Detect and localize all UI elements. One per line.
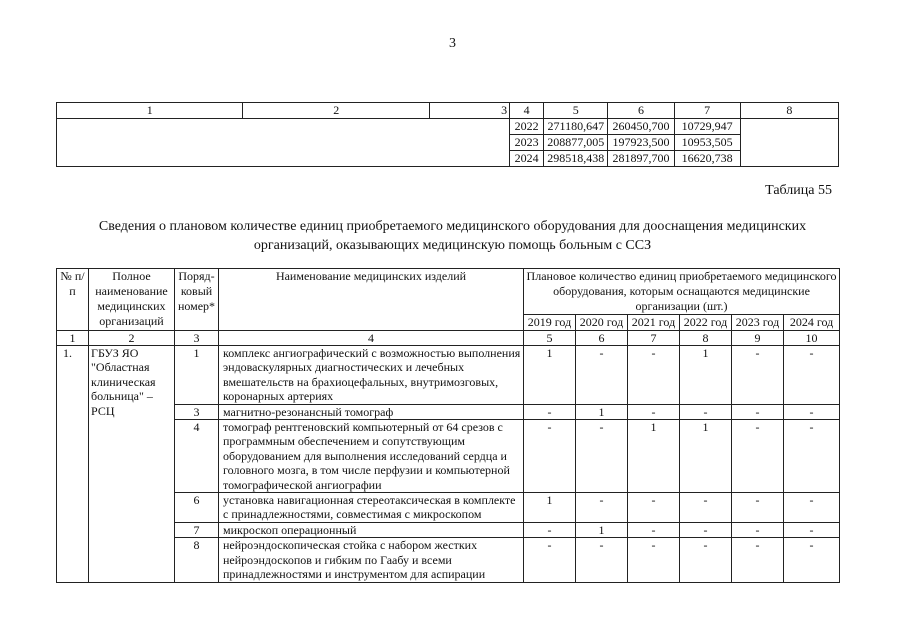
quantity-cell: - [628,346,680,405]
org-number: 1. [57,346,89,583]
value-cell: 260450,700 [608,119,674,135]
col-header: 7 [674,103,740,119]
value-cell: 271180,647 [544,119,608,135]
quantity-cell: - [628,538,680,582]
header-year: 2023 год [732,315,784,331]
table-row [57,522,840,537]
table-row [57,420,840,493]
year-cell: 2023 [510,135,544,151]
device-name: магнитно-резонансный томограф [219,404,524,419]
quantity-cell: - [576,420,628,493]
quantity-cell: - [732,420,784,493]
header-year: 2021 год [628,315,680,331]
quantity-cell: - [628,404,680,419]
table-title [40,217,865,255]
quantity-cell: - [784,538,840,582]
quantity-cell: - [784,420,840,493]
table-row [57,119,839,135]
year-cell: 2022 [510,119,544,135]
quantity-cell: - [784,404,840,419]
continuation-table [56,102,839,167]
quantity-cell: - [784,522,840,537]
col-header: 2 [243,103,429,119]
org-name: ГБУЗ ЯО "Областная клиническая больница" – РСЦ [89,346,175,583]
order-number: 3 [175,404,219,419]
quantity-cell: 1 [680,346,732,405]
quantity-cell: - [524,404,576,419]
quantity-cell: - [732,404,784,419]
quantity-cell: - [680,493,732,523]
header-year: 2024 год [784,315,840,331]
col-header: 4 [510,103,544,119]
quantity-cell: - [732,493,784,523]
quantity-cell: - [628,522,680,537]
quantity-cell: - [524,538,576,582]
device-name: комплекс ангиографический с возможностью выполнения эндоваскулярных диагностических и лечебных вмешательств на брахиоцефальных, внутримозговых, коронарных артериях [219,346,524,405]
table-row [57,404,840,419]
quantity-cell: - [784,493,840,523]
table-row [57,538,840,582]
header-year: 2019 год [524,315,576,331]
quantity-cell: - [576,346,628,405]
header-year: 2022 год [680,315,732,331]
device-name: томограф рентгеновский компьютерный от 64 срезов с программным обеспечением и сопутствующим оборудованием для выполнения исследований сердца и головного мозга, в том числе перфузии и компьютерной томографической ангиографии [219,420,524,493]
quantity-cell: - [680,404,732,419]
quantity-cell: - [576,538,628,582]
quantity-cell: - [628,493,680,523]
column-number: 10 [784,331,840,346]
column-number: 9 [732,331,784,346]
table-row [57,493,840,523]
quantity-cell: 1 [576,522,628,537]
col-header: 6 [608,103,674,119]
quantity-cell: - [576,493,628,523]
col-header: 3 [429,103,509,119]
quantity-cell: - [732,346,784,405]
merged-empty-cell [740,119,838,167]
quantity-cell: - [524,522,576,537]
quantity-cell: 1 [524,493,576,523]
column-number: 6 [576,331,628,346]
quantity-cell: 1 [680,420,732,493]
page-number: 3 [449,36,456,51]
value-cell: 298518,438 [544,151,608,167]
quantity-cell: - [784,346,840,405]
order-number: 1 [175,346,219,405]
order-number: 6 [175,493,219,523]
title-line: организаций, оказывающих медицинскую помощь больным с ССЗ [253,238,652,253]
device-name: нейроэндоскопическая стойка с набором жестких нейроэндоскопов и гибким по Гаабу и всеми принадлежностями и инструментом для аспирации [219,538,524,582]
column-number: 1 [57,331,89,346]
value-cell: 10953,505 [674,135,740,151]
quantity-cell: - [680,522,732,537]
header-order: Поряд-ковый номер* [175,269,219,331]
column-number: 8 [680,331,732,346]
quantity-cell: - [680,538,732,582]
merged-empty-cell [57,119,510,167]
column-number: 5 [524,331,576,346]
col-header: 8 [740,103,838,119]
equipment-table [56,268,840,583]
header-num: № п/п [57,269,89,331]
value-cell: 197923,500 [608,135,674,151]
header-devices: Наименование медицинских изделий [219,269,524,331]
col-header: 1 [57,103,243,119]
title-line: Сведения о плановом количестве единиц приобретаемого медицинского оборудования для дооснащения медицинских [98,219,807,234]
column-number: 3 [175,331,219,346]
table-label: Таблица 55 [765,183,832,198]
order-number: 4 [175,420,219,493]
order-number: 8 [175,538,219,582]
quantity-cell: 1 [628,420,680,493]
value-cell: 16620,738 [674,151,740,167]
continuation-header-row [57,103,839,119]
value-cell: 10729,947 [674,119,740,135]
quantity-cell: 1 [524,346,576,405]
order-number: 7 [175,522,219,537]
header-row [57,269,840,315]
quantity-cell: - [732,538,784,582]
column-numbers-row [57,331,840,346]
quantity-cell: - [524,420,576,493]
column-number: 4 [219,331,524,346]
table-row [57,346,840,405]
device-name: микроскоп операционный [219,522,524,537]
col-header: 5 [544,103,608,119]
header-planned: Плановое количество единиц приобретаемого медицинского оборудования, которым оснащаются медицинские организации (шт.) [524,269,840,315]
column-number: 2 [89,331,175,346]
quantity-cell: 1 [576,404,628,419]
header-org: Полное наименование медицинских организаций [89,269,175,331]
value-cell: 281897,700 [608,151,674,167]
value-cell: 208877,005 [544,135,608,151]
quantity-cell: - [732,522,784,537]
header-year: 2020 год [576,315,628,331]
year-cell: 2024 [510,151,544,167]
column-number: 7 [628,331,680,346]
device-name: установка навигационная стереотаксическая в комплекте с принадлежностями, совместимая с микроскопом [219,493,524,523]
